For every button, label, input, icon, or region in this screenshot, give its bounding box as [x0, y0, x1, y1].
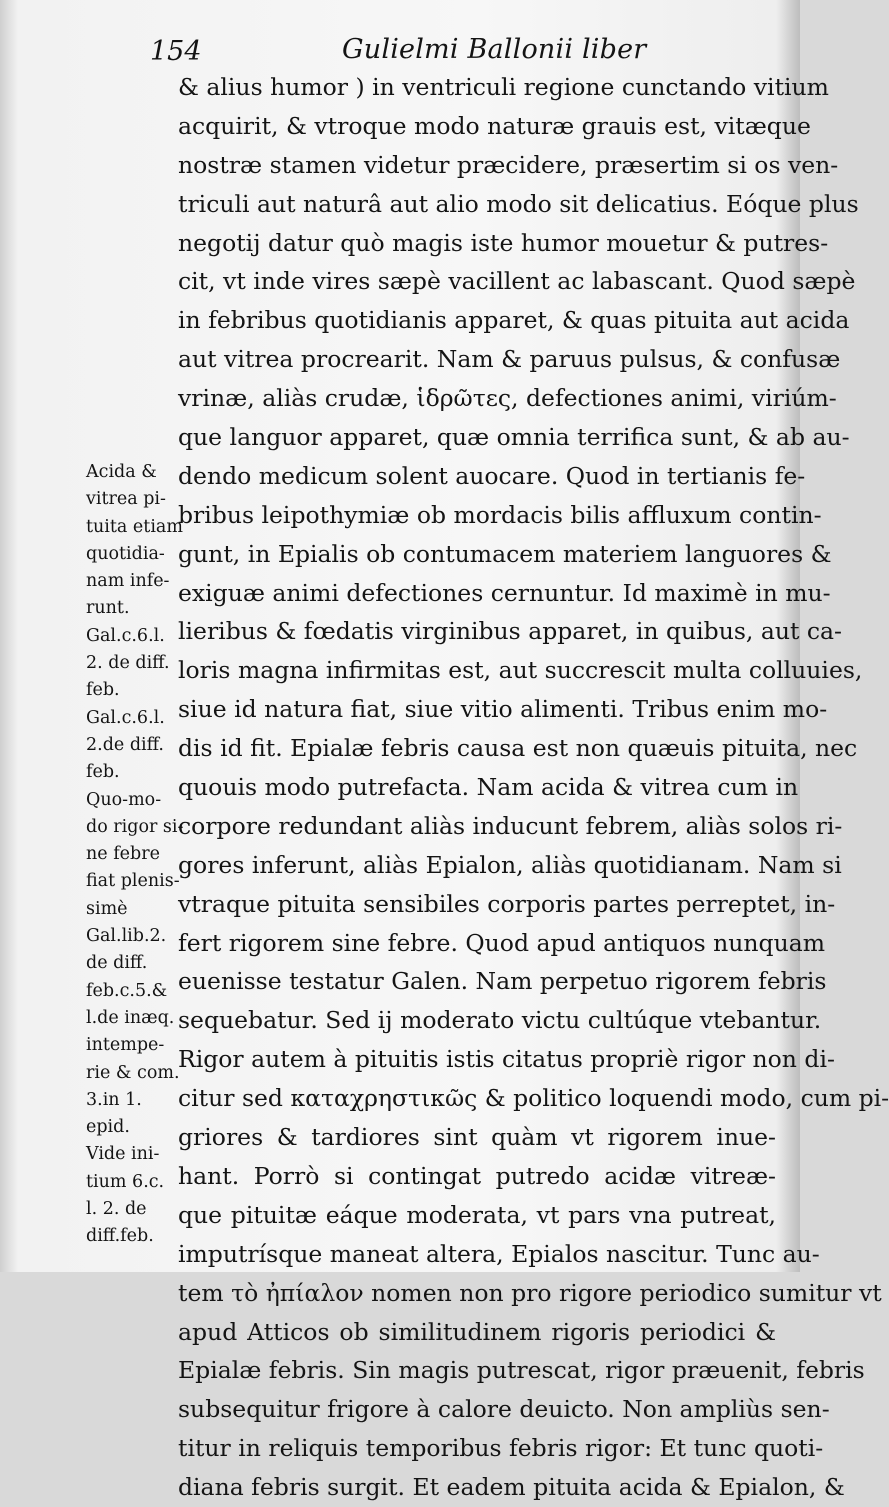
text-line: negotij datur quò magis iste humor mouetur & putres- — [178, 228, 829, 257]
text-line: griores & tardiores sint quàm vt rigorem inue- — [178, 1123, 776, 1152]
margin-note: runt. — [86, 598, 130, 619]
running-title: Gulielmi Ballonii liber — [342, 34, 647, 65]
margin-note: ne febre — [86, 844, 160, 865]
text-line: loris magna infirmitas est, aut succrescit multa colluuies, — [178, 656, 863, 685]
text-line: dis id fit. Epialæ febris causa est non quæuis pituita, nec — [178, 734, 858, 763]
margin-note: Quo-mo- — [86, 789, 162, 810]
page-header — [150, 30, 750, 70]
text-line: dendo medicum solent auocare. Quod in tertianis fe- — [178, 461, 806, 490]
text-line: que pituitæ eáque moderata, vt pars vna putreat, — [178, 1200, 776, 1229]
margin-note: 3.in 1. — [86, 1089, 142, 1110]
margin-note: feb. — [86, 762, 120, 783]
text-line: siue id natura fiat, siue vitio alimenti. Tribus enim mo- — [178, 695, 828, 724]
margin-note: quotidia- — [86, 543, 165, 564]
margin-notes — [86, 459, 186, 1251]
margin-note: Gal.lib.2. — [86, 926, 167, 947]
margin-note: intempe- — [86, 1035, 165, 1056]
margin-note: 2.de diff. — [86, 734, 164, 755]
text-line: quouis modo putrefacta. Nam acida & vitrea cum in — [178, 773, 799, 802]
margin-note: Acida & — [86, 462, 157, 482]
text-line: que languor apparet, quæ omnia terrifica sunt, & ab au- — [178, 423, 850, 452]
text-line: vtraque pituita sensibiles corporis partes perreptet, in- — [178, 889, 836, 918]
text-line: bribus leipothymiæ ob mordacis bilis affluxum contin- — [178, 500, 822, 529]
text-line: corpore redundant aliàs inducunt febrem, aliàs solos ri- — [178, 811, 843, 840]
margin-note: diff.feb. — [86, 1226, 154, 1247]
text-line: gunt, in Epialis ob contumacem materiem languores & — [178, 539, 832, 568]
margin-note: de diff. — [86, 953, 148, 974]
text-line: euenisse testatur Galen. Nam perpetuo rigorem febris — [178, 967, 827, 996]
text-line: Epialæ febris. Sin magis putrescat, rigor præuenit, febris — [178, 1356, 865, 1385]
text-line: diana febris surgit. Et eadem pituita acida & Epialon, & — [178, 1473, 845, 1502]
margin-note: 2. de diff. — [86, 653, 170, 674]
margin-note: epid. — [86, 1117, 130, 1138]
margin-note: fiat plenis- — [86, 871, 180, 892]
text-line: fert rigorem sine febre. Quod apud antiquos nunquam — [178, 928, 826, 957]
margin-note: Vide ini- — [86, 1144, 160, 1165]
text-line: exiguæ animi defectiones cernuntur. Id maximè in mu- — [178, 578, 831, 607]
text-line: cit, vt inde vires sæpè vacillent ac labascant. Quod sæpè — [178, 267, 856, 296]
page-number: 154 — [150, 36, 202, 67]
text-line: triculi aut naturâ aut alio modo sit delicatius. Eóque plus — [178, 189, 859, 218]
text-line: tem τὸ ἠπίαλον nomen non pro rigore periodico sumitur vt — [178, 1278, 882, 1307]
margin-note: feb. — [86, 680, 120, 701]
text-line: titur in reliquis temporibus febris rigor: Et tunc quoti- — [178, 1434, 824, 1463]
margin-note: vitrea pi- — [86, 489, 166, 510]
text-line: vrinæ, aliàs crudæ, ἱδρῶτες, defectiones animi, viriúm- — [178, 384, 837, 413]
text-line: nostræ stamen videtur præcidere, præsertim si os ven- — [178, 150, 839, 179]
text-line: in febribus quotidianis apparet, & quas pituita aut acida — [178, 306, 850, 335]
text-line: Rigor autem à pituitis istis citatus propriè rigor non di- — [178, 1045, 835, 1074]
text-line: apud Atticos ob similitudinem rigoris periodici & — [178, 1317, 776, 1346]
text-line: gores inferunt, aliàs Epialon, aliàs quotidianam. Nam si — [178, 850, 842, 879]
margin-note: tium 6.c. — [86, 1171, 165, 1192]
body-text — [178, 68, 889, 1507]
margin-note: rie & com. — [86, 1062, 180, 1083]
margin-note: nam infe- — [86, 571, 170, 592]
text-line: aut vitrea procrearit. Nam & paruus pulsus, & confusæ — [178, 345, 841, 374]
text-line: subsequitur frigore à calore deuicto. Non ampliùs sen- — [178, 1395, 830, 1424]
margin-note: feb.c.5.& — [86, 980, 168, 1001]
text-line: lieribus & fœdatis virginibus apparet, in quibus, aut ca- — [178, 617, 843, 646]
margin-note: tuita etiam — [86, 516, 183, 537]
margin-note: Gal.c.6.l. — [86, 625, 165, 646]
margin-note: simè — [86, 898, 128, 919]
text-line: citur sed καταχρηστικῶς & politico loquendi modo, cum pi- — [178, 1084, 889, 1113]
margin-note: do rigor si- — [86, 816, 184, 837]
margin-note: l. 2. de — [86, 1199, 147, 1220]
margin-note: l.de inæq. — [86, 1007, 175, 1028]
text-line: sequebatur. Sed ij moderato victu cultúque vtebantur. — [178, 1006, 822, 1035]
text-line: hant. Porrò si contingat putredo acidæ vitreæ- — [178, 1161, 776, 1190]
text-line: imputrísque maneat altera, Epialos nascitur. Tunc au- — [178, 1239, 820, 1268]
text-line: & alius humor ) in ventriculi regione cunctando vitium — [178, 73, 829, 101]
margin-note: Gal.c.6.l. — [86, 707, 165, 728]
text-line: acquirit, & vtroque modo naturæ grauis est, vitæque — [178, 111, 811, 140]
